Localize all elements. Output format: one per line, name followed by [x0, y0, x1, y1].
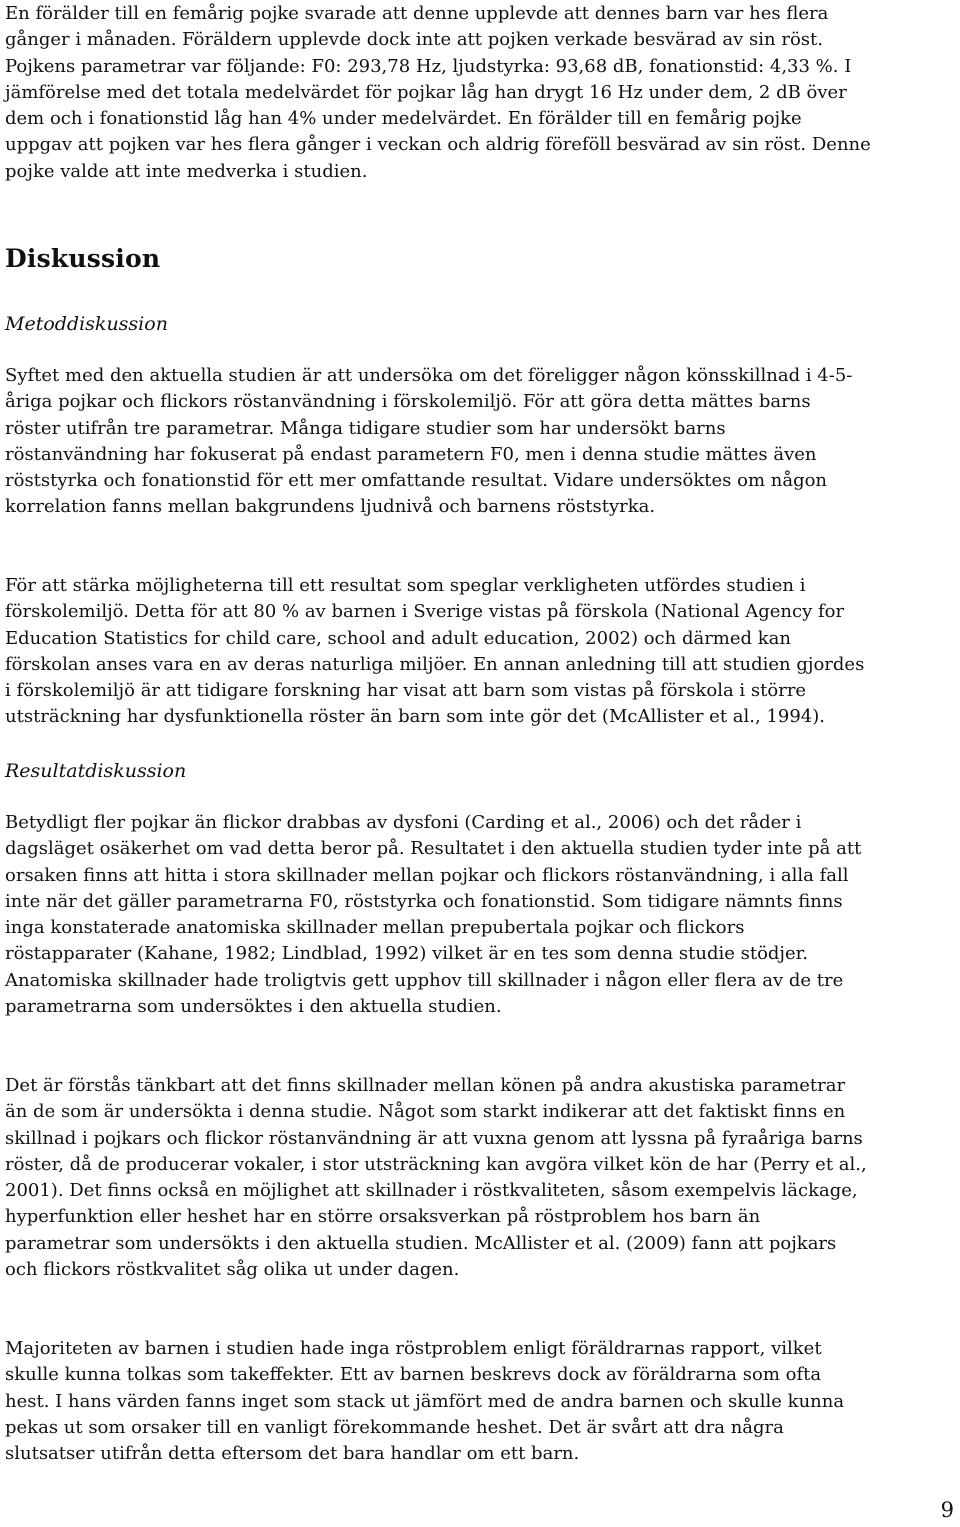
method-paragraph-1: Syftet med den aktuella studien är att undersöka om det föreligger någon könsskillnad i 4-5- åriga pojkar och flickors röstanvändning i förskolemiljö. För att göra detta mättes barns röster utifrån tre parametrar. Många tidigare studier som har undersökt barns röstanvändning har fokuserat på endast parametern F0, men i denna studie mättes även röststyrka och fonationstid för ett mer omfattande resultat. Vidare undersöktes om någon korrelation fanns mellan bakgrundens ljudnivå och barnens röststyrka.	[5, 365, 853, 518]
page-number: 9	[940, 1498, 954, 1522]
intro-paragraph: En förälder till en femårig pojke svarade att denne upplevde att dennes barn var hes flera gånger i månaden. Föräldern upplevde dock inte att pojken verkade besvärad av sin röst. Pojkens parametrar var följande: F0: 293,78 Hz, ljudstyrka: 93,68 dB, fonationstid: 4,33 %. I jämförelse med det totala medelvärdet för pojkar låg han drygt 16 Hz under dem, 2 dB över dem och i fonationstid låg han 4% under medelvärdet. En förälder till en femårig pojke uppgav att pojken var hes flera gånger i veckan och aldrig föreföll besvärad av sin röst. Denne pojke valde att inte medverka i studien.	[5, 3, 871, 182]
results-paragraph-2: Det är förstås tänkbart att det finns skillnader mellan könen på andra akustiska parametrar än de som är undersökta i denna studie. Något som starkt indikerar att det faktiskt finns en skillnad i pojkars och flickor röstanvändning är att vuxna genom att lyssna på fyraåriga barns röster, då de producerar vokaler, i stor utsträckning kan avgöra vilket kön de har (Perry et al., 2001). Det finns också en möjlighet att skillnader i röstkvaliteten, såsom exempelvis läckage, hyperfunktion eller heshet har en större orsaksverkan på röstproblem hos barn än parametrar som undersökts i den aktuella studien. McAllister et al. (2009) fann att pojkars och flickors röstkvalitet såg olika ut under dagen.	[5, 1075, 867, 1281]
subsection-heading-method: Metoddiskussion	[5, 313, 168, 335]
results-paragraph-1: Betydligt fler pojkar än flickor drabbas av dysfoni (Carding et al., 2006) och det råder i dagsläget osäkerhet om vad detta beror på. Resultatet i den aktuella studien tyder inte på att orsaken finns att hitta i stora skillnader mellan pojkar och flickors röstanvändning, i alla fall inte när det gäller parametrarna F0, röststyrka och fonationstid. Som tidigare nämnts finns inga konstaterade anatomiska skillnader mellan prepubertala pojkar och flickors röstapparater (Kahane, 1982; Lindblad, 1992) vilket är en tes som denna studie stödjer. Anatomiska skillnader hade troligtvis gett upphov till skillnader i någon eller flera av de tre parametrarna som undersöktes i den aktuella studien.	[5, 812, 862, 1018]
results-paragraph-3: Majoriteten av barnen i studien hade inga röstproblem enligt föräldrarnas rapport, vilket skulle kunna tolkas som takeffekter. Ett av barnen beskrevs dock av föräldrarna som ofta hest. I hans värden fanns inget som stack ut jämfört med de andra barnen och skulle kunna pekas ut som orsaker till en vanligt förekommande heshet. Det är svårt att dra några slutsatser utifrån detta eftersom det bara handlar om ett barn.	[5, 1338, 845, 1465]
section-heading: Diskussion	[5, 244, 161, 273]
method-paragraph-2: För att stärka möjligheterna till ett resultat som speglar verkligheten utfördes studien i förskolemiljö. Detta för att 80 % av barnen i Sverige vistas på förskola (National Agency for Education Statistics for child care, school and adult education, 2002) och därmed kan förskolan anses vara en av deras naturliga miljöer. En annan anledning till att studien gjordes i förskolemiljö är att tidigare forskning har visat att barn som vistas på förskola i större utsträckning har dysfunktionella röster än barn som inte gör det (McAllister et al., 1994).	[5, 575, 865, 728]
subsection-heading-results: Resultatdiskussion	[5, 760, 187, 782]
